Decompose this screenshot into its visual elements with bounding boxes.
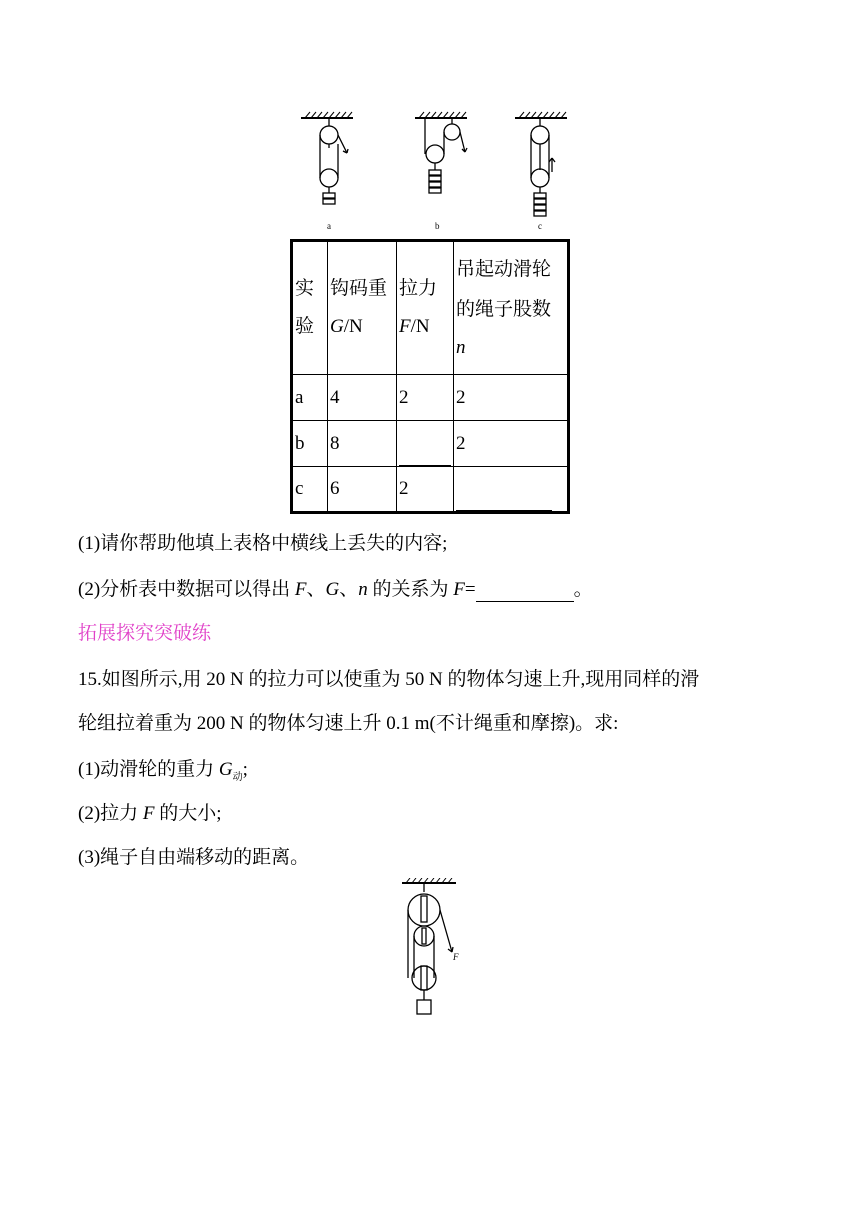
question-2: (2)分析表中数据可以得出 F、G、n 的关系为 F= 。 xyxy=(78,579,593,600)
sub-question-2: (2)拉力 F 的大小; xyxy=(78,803,222,824)
table-row: c 6 2 xyxy=(292,467,569,513)
header-force: 拉力 F/N xyxy=(397,241,454,375)
section-title: 拓展探究突破练 xyxy=(78,623,212,644)
question-1: (1)请你帮助他填上表格中横线上丢失的内容; xyxy=(78,533,448,554)
header-experiment: 实 验 xyxy=(292,241,328,375)
pulley-figures-abc xyxy=(295,108,585,233)
pulley-setup-c xyxy=(515,112,567,216)
table-row: a 4 2 2 xyxy=(292,375,569,421)
problem-15-line-1: 15.如图所示,用 20 N 的拉力可以使重为 50 N 的物体匀速上升,现用同样的滑 xyxy=(78,669,700,690)
experiment-table xyxy=(290,239,570,514)
header-rope-count: 吊起动滑轮 的绳子股数 n xyxy=(454,241,569,375)
figure-label-c: c xyxy=(538,221,542,231)
problem-15-line-2: 轮组拉着重为 200 N 的物体匀速上升 0.1 m(不计绳重和摩擦)。求: xyxy=(78,713,619,734)
answer-blank-relation[interactable] xyxy=(476,581,574,602)
sub-question-3: (3)绳子自由端移动的距离。 xyxy=(78,847,310,868)
pulley-system-figure xyxy=(396,878,466,1020)
blank-cell-c-rope-count[interactable] xyxy=(454,467,569,513)
pulley-setup-a xyxy=(301,112,353,204)
figure-label-b: b xyxy=(435,221,440,231)
figure-label-a: a xyxy=(327,221,331,231)
table-row: b 8 2 xyxy=(292,421,569,467)
header-weight: 钩码重 G/N xyxy=(328,241,397,375)
sub-question-1: (1)动滑轮的重力 $G_动$; xyxy=(78,759,248,783)
pulley-setup-b xyxy=(415,112,467,193)
table-header-row xyxy=(292,241,569,375)
force-label-F: F xyxy=(453,952,459,962)
blank-cell-b-force[interactable] xyxy=(397,421,454,467)
